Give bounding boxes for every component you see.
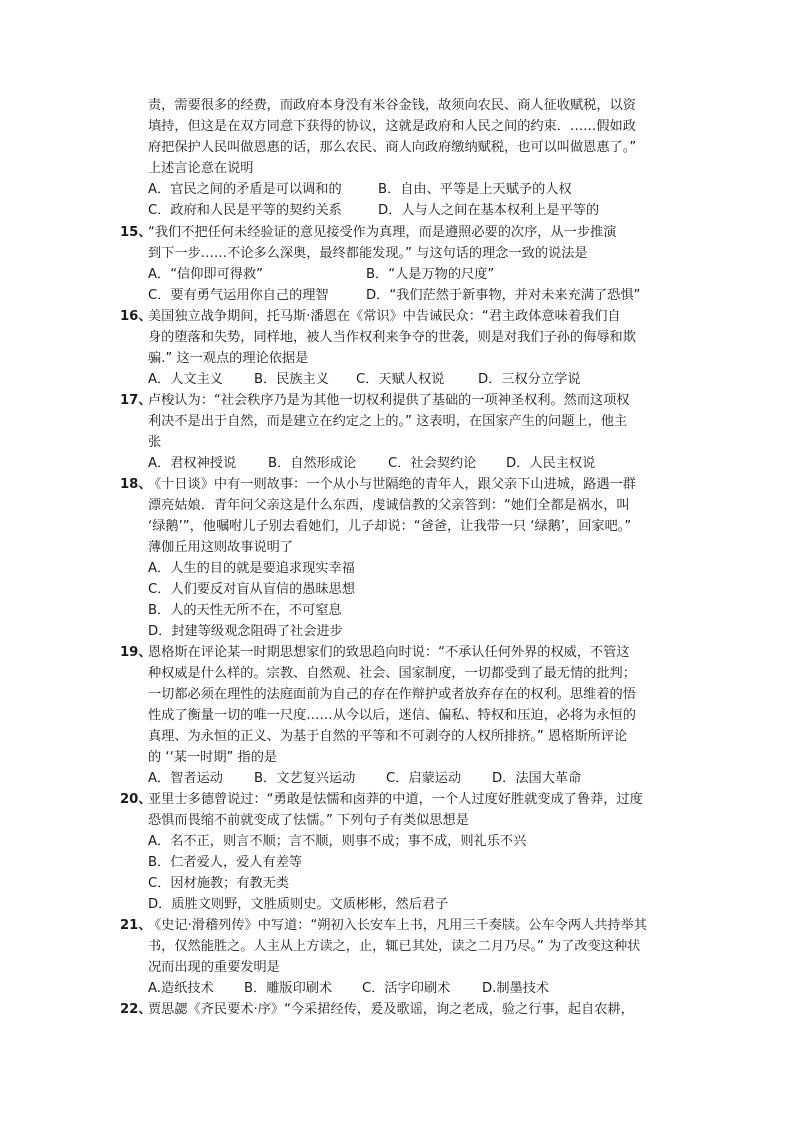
q18-line-2: 漂亮姑娘．青年问父亲这是什么东西，虔诚信教的父亲答到：“她们全都是祸水，叫	[148, 498, 630, 513]
q18-line-4: 薄伽丘用这则故事说明了	[148, 540, 294, 555]
q21-line-1: 《史记·滑稽列传》中写道：“朔初入长安车上书，凡用三千奏牍。公车令两人共持举其	[148, 918, 647, 933]
option-b[interactable]: B．民族主义	[254, 372, 329, 387]
option-b[interactable]: B．自由、平等是上天赋予的人权	[378, 182, 572, 197]
q17-line-1: 卢梭认为：“社会秩序乃是为其他一切权利提供了基础的一项神圣权利。然而这项权	[148, 393, 630, 408]
intro-line-4: 上述言论意在说明	[148, 161, 254, 176]
q15-line-1: “我们不把任何未经验证的意见接受作为真理，而是遵照必要的次序，从一步推演	[148, 225, 617, 240]
option-d[interactable]: D．“我们茫然于新事物，并对未来充满了恐惧”	[366, 288, 641, 303]
intro-line-2: 填持，但这是在双方同意下获得的协议，这就是政府和人民之间的约束．……假如政	[148, 119, 636, 134]
q19-line-2: 种权威是什么样的。宗教、自然观、社会、国家制度，一切都受到了最无情的批判；	[148, 666, 636, 681]
option-c[interactable]: C．活字印刷术	[362, 981, 451, 996]
q21-line-2: 书，仅然能胜之。人主从上方读之，止，辄已其处，读之二月乃尽。” 为了改变这种状	[148, 939, 641, 954]
question-number-19: 19、	[120, 645, 152, 660]
intro-options-row-1	[148, 181, 768, 199]
option-a[interactable]: A．君权神授说	[148, 456, 237, 471]
q16-line-2: 身的堕落和失势，同样地，被人当作权利来争夺的世袭，则是对我们子孙的侮辱和欺	[148, 330, 636, 345]
option-a[interactable]: A.造纸技术	[148, 981, 214, 996]
question-number-15: 15、	[120, 225, 152, 240]
option-d[interactable]: D.制墨技术	[482, 981, 550, 996]
question-number-17: 17、	[120, 393, 152, 408]
q17-options	[148, 455, 768, 473]
q16-options	[148, 371, 768, 389]
q16-line-1: 美国独立战争期间，托马斯·潘恩在《常识》中告诫民众：“君主政体意味着我们自	[148, 309, 621, 324]
option-b[interactable]: B．“人是万物的尺度”	[366, 267, 495, 282]
intro-line-3: 府把保护人民叫做恩惠的话，那么农民、商人向政府缴纳赋税，也可以叫做恩惠了。”	[148, 140, 637, 155]
q21-line-3: 况而出现的重要发明是	[148, 960, 280, 975]
option-d[interactable]: D．法国大革命	[492, 771, 582, 786]
q18-option-b[interactable]: B．人的天性无所不在，不可窒息	[148, 603, 342, 618]
q17-line-3: 张	[148, 435, 162, 450]
q20-option-c[interactable]: C．因材施教；有教无类	[148, 876, 290, 891]
q18-option-d[interactable]: D．封建等级观念阻碍了社会进步	[148, 624, 343, 639]
q18-line-1: 《十日谈》中有一则故事：一个从小与世隔绝的青年人，跟父亲下山进城，路遇一群	[148, 477, 636, 492]
option-d[interactable]: D．人民主权说	[506, 456, 596, 471]
q19-line-3: 一切都必须在理性的法庭面前为自己的存在作辩护或者放弃存在的权利。思维着的悟	[148, 687, 636, 702]
option-b[interactable]: B．雕版印刷术	[244, 981, 333, 996]
option-c[interactable]: C．启蒙运动	[386, 771, 462, 786]
q18-option-c[interactable]: C．人们要反对盲从盲信的愚昧思想	[148, 582, 356, 597]
question-number-22: 22、	[120, 1002, 152, 1017]
option-d[interactable]: D．人与人之间在基本权利上是平等的	[378, 203, 600, 218]
intro-options-row-2	[148, 202, 768, 220]
q19-line-5: 真理、为永恒的正义、为基于自然的平等和不可剥夺的人权所排挤。” 恩格斯所评论	[148, 729, 628, 744]
option-d[interactable]: D．三权分立学说	[478, 372, 581, 387]
q20-line-1: 亚里士多德曾说过：“勇敢是怯懦和卤莽的中道，一个人过度好胜就变成了鲁莽，过度	[148, 792, 643, 807]
option-a[interactable]: A．官民之间的矛盾是可以调和的	[148, 182, 342, 197]
q16-line-3: 骗.” 这一观点的理论依据是	[148, 351, 309, 366]
question-number-18: 18、	[120, 477, 152, 492]
option-c[interactable]: C．政府和人民是平等的契约关系	[148, 203, 342, 218]
q19-options	[148, 770, 768, 788]
q20-option-b[interactable]: B．仁者爱人，爱人有差等	[148, 855, 303, 870]
option-c[interactable]: C．天赋人权说	[356, 372, 445, 387]
option-a[interactable]: A．人文主义	[148, 372, 223, 387]
q20-option-d[interactable]: D．质胜文则野，文胜质则史。文质彬彬，然后君子	[148, 897, 449, 912]
q15-line-2: 到下一步……不论多么深奥，最终都能发现。” 与这句话的理念一致的说法是	[148, 246, 588, 261]
q21-options	[148, 980, 768, 998]
option-a[interactable]: A．“信仰即可得救”	[148, 267, 263, 282]
option-b[interactable]: B．文艺复兴运动	[254, 771, 356, 786]
question-number-20: 20、	[120, 792, 152, 807]
q19-line-1: 恩格斯在评论某一时期思想家们的致思趋向时说：“不承认任何外界的权威，不管这	[148, 645, 630, 660]
q18-line-3: ‘绿鹅’”，他嘱咐儿子别去看她们，儿子却说：“爸爸，让我带一只 ‘绿鹅’，回家吧。”	[148, 519, 632, 534]
question-number-16: 16、	[120, 309, 152, 324]
q18-option-a[interactable]: A．人生的目的就是要追求现实幸福	[148, 561, 355, 576]
option-c[interactable]: C．要有勇气运用你自己的理智	[148, 288, 329, 303]
q19-line-6: 的 ‘‘某一时期” 指的是	[148, 750, 278, 765]
option-c[interactable]: C．社会契约论	[388, 456, 477, 471]
q15-options-row-1	[148, 266, 768, 284]
q22-line-1: 贾思勰《齐民要术·序》“今采捃经传，爰及歌谣，询之老成，验之行事，起自农耕，	[148, 1002, 634, 1017]
q20-line-2: 恐惧而畏缩不前就变成了怯懦。” 下列句子有类似思想是	[148, 813, 469, 828]
question-number-21: 21、	[120, 918, 152, 933]
q20-option-a[interactable]: A．名不正，则言不顺；言不顺，则事不成；事不成，则礼乐不兴	[148, 834, 527, 849]
option-b[interactable]: B．自然形成论	[268, 456, 357, 471]
option-a[interactable]: A．智者运动	[148, 771, 223, 786]
intro-line-1: 责，需要很多的经费，而政府本身没有米谷金钱，故须向农民、商人征收赋税，以资	[148, 98, 636, 113]
q19-line-4: 性成了衡量一切的唯一尺度……从今以后，迷信、偏私、特权和压迫，必将为永恒的	[148, 708, 636, 723]
q17-line-2: 利决不是出于自然，而是建立在约定之上的。” 这表明，在国家产生的问题上，他主	[148, 414, 628, 429]
q15-options-row-2	[148, 287, 768, 305]
